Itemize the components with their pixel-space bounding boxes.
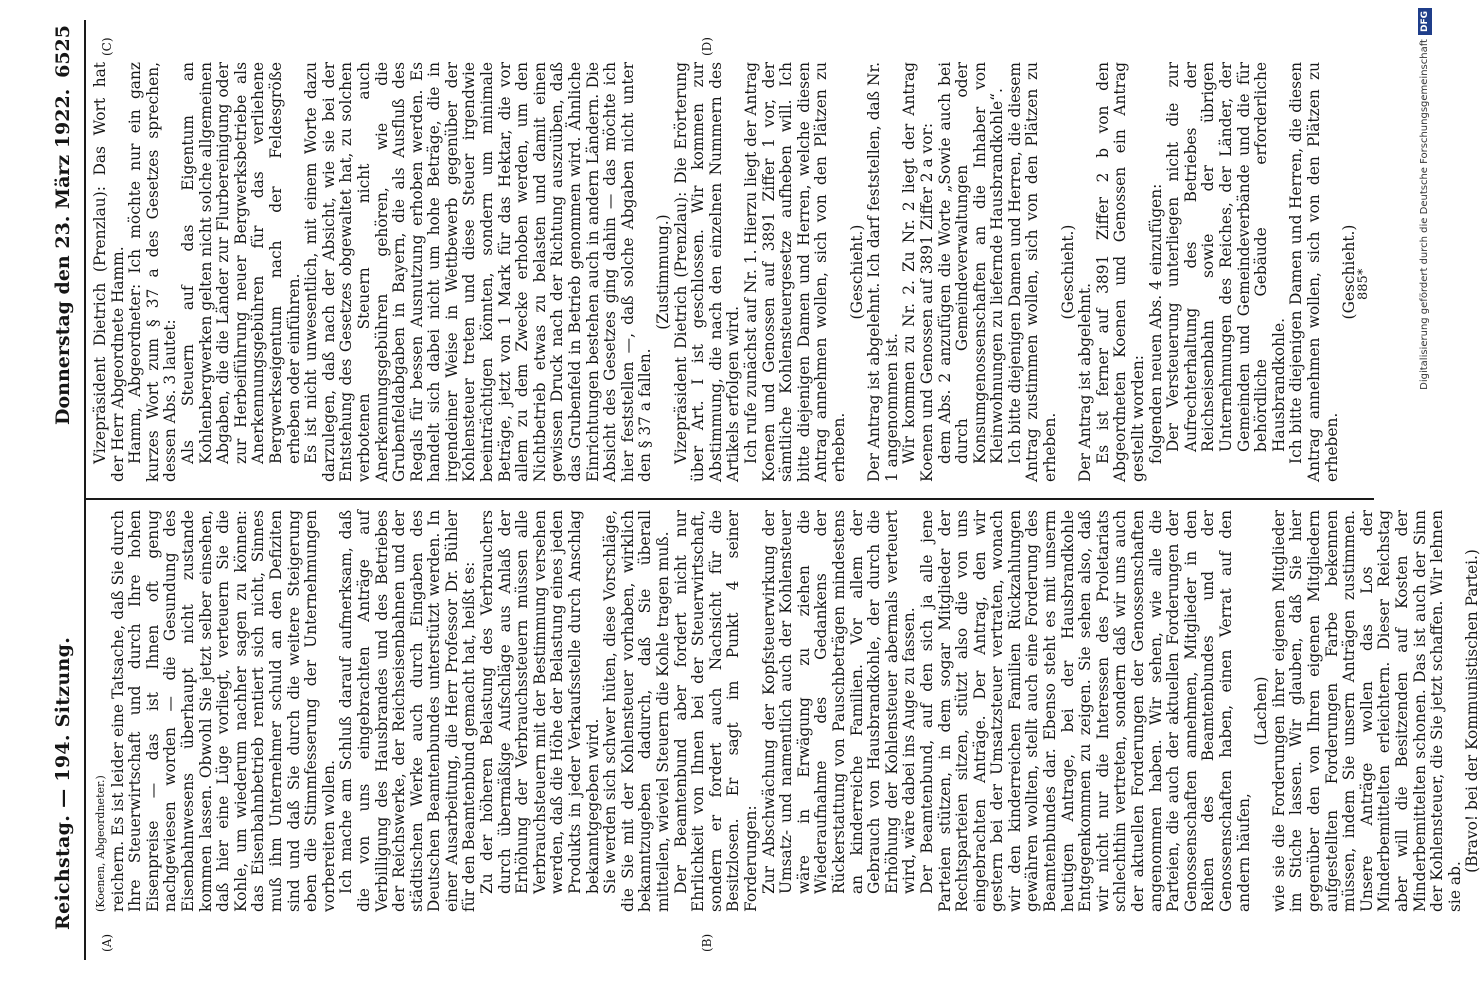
paragraph: Der Beamtenbund, auf den sich ja alle jene Parteien stützen, in dem sogar Mitglieder der Rechtsparteien sitzen, stützt also die von uns eingebrachten Anträge. Der Antrag, den wir gestern bei der Umsatzsteuer vertraten, wonach wir den kinderreichen Familien Rückzahlungen gewähren wollten, stellt auch eine Forderung des Beamtenbundes dar. Ebenso steht es mit unserm heutigen Antrage, bei der Hausbrandkohle Entgegenkommen zu zeigen. Sie sehen also, daß wir nicht nur die Interessen des Proletariats schlechthin vertreten, sondern daß wir uns auch der aktuellen Forderungen der Genossenschaften angenommen haben. Wir sehen, wie alle die Parteien, die auch der aktuellen Forderungen der Genossenschaften annehmen, Mitglieder in den Reihen des Beamtenbundes und der Genossenschaften haben, einen Verrat auf den andern häufen, <box>917 510 1253 912</box>
paragraph: Hamm, Abgeordneter: Ich möchte nur ein ganz kurzes Wort zum § 37 a des Gesetzes sprechen, dessen Abs. 3 lautet: <box>126 62 180 482</box>
quotation: Als Steuern auf das Eigentum an Kohlenbergwerken gelten nicht solche allgemeinen Abgaben, die die Länder zur Flurbereinigung oder zur Herbeiführung neuer Bergwerksbetriebe als Anerkennungsgebühren für das verliehene Bergwerkseigentum nach der Feldesgröße erheben oder einführen. <box>178 62 303 464</box>
interjection: (Geschieht.) <box>847 224 866 320</box>
digitization-strip <box>1418 8 1432 992</box>
header-rule <box>84 20 86 960</box>
paragraph: Wir kommen zu Nr. 2. Zu Nr. 2 liegt der Antrag Koenen und Genossen auf 3891 Ziffer 2 a vor: <box>900 62 936 482</box>
digitization-credit <box>1418 8 1432 992</box>
paragraph: Vizepräsident Dietrich (Prenzlau): Das Wort hat der Herr Abgeordnete Hamm. <box>91 62 127 482</box>
paragraph: Vizepräsident Dietrich (Prenzlau): Die Erörterung über Art. I ist geschlossen. Wir kommen zur Abstimmung, die nach den einzelnen Nummern des Artikels erfolgen wird. <box>671 62 743 482</box>
paragraph: reichern. Es ist leider eine Tatsache, daß Sie durch Ihre Steuerwirtschaft und durch Ihre hohen Eisenpreise — das ist Ihnen oft genug nachgewiesen worden — die Gesundung des Eisenbahnwesens überhaupt nicht zustande kommen lassen. Obwohl Sie jetzt selber einsehen, daß hier eine Lüge vorliegt, verteuern Sie die Kohle, um wiederum nachher sagen zu können: das Eisenbahnbetrieb rentiert sich nicht, Sinnes muß ihm Unternehmer schuld an den Defiziten sind und daß Sie durch die weitere Steigerung eben die Stimmfesserung der Unternehmungen vorbereiten wollen. <box>108 510 338 912</box>
speaker-note: (Koenen, Abgeordneter.) <box>94 775 107 912</box>
paragraph: Sie werden sich schwer hüten, diese Vorschläge, die Sie mit der Kohlensteuer vorhaben, wirklich bekanntzugeben dadurch, daß Sie überall mitteilen, wieviel Steuern die Kohle tragen muß. <box>601 510 672 912</box>
page-number: 6525 <box>52 25 74 78</box>
quotation: folgenden neuen Abs. 4 einzufügen: <box>1146 183 1165 464</box>
interjection: (Bravo! bei der Kommunistischen Partei.) <box>1463 549 1482 873</box>
margin-mark-b: (B) <box>700 933 714 952</box>
right-column <box>92 62 1359 482</box>
paragraph: Der Antrag ist abgelehnt. Ich darf feststellen, daß Nr. 1 angenommen ist. <box>865 62 901 482</box>
paragraph: Ich bitte diejenigen Damen und Herren, die diesem Antrag zustimmen wollen, sich von den Plätzen zu erheben. <box>1005 62 1060 482</box>
interjection: (Geschieht.) <box>1058 224 1077 320</box>
paragraph: Der Beamtenbund aber fordert nicht nur Ehrlichkeit von Ihnen bei der Steuerwirtschaft, sondern er fordert auch Nachsicht für die Besitzlosen. Er sagt im Punkt 4 seiner Forderungen: <box>671 510 760 912</box>
header-left: Reichstag. — 194. Sitzung. <box>52 636 74 930</box>
paragraph: wie sie die Forderungen ihrer eigenen Mitglieder im Stiche lassen. Wir glauben, daß Sie hier gegenüber den von Ihren eigenen Mitgliedern aufgestellten Forderungen Farbe bekennen müssen, indem Sie unsern Anträgen zustimmen. Unsere Anträge wollen das Los der Minderbemittelten erleichtern. Dieser Reichstag aber will die Besitzenden auf Kosten der Minderbemittelten schonen. Das ist auch der Sinn der Kohlensteuer, die Sie jetzt schaffen. Wir lehnen sie ab. <box>1269 510 1464 912</box>
paragraph: Ich rufe zunächst auf Nr. 1. Hierzu liegt der Antrag Koenen und Genossen auf 3891 Ziffer 1 vor, der sämtliche Kohlensteuergesetze aufheben will. Ich bitte diejenigen Damen und Herren, welche diesen Antrag annehmen wollen, sich von den Plätzen zu erheben. <box>741 62 848 482</box>
paragraph: Der Antrag ist abgelehnt. <box>1076 282 1095 482</box>
margin-mark-c: (C) <box>100 37 114 56</box>
margin-mark-d: (D) <box>700 37 714 56</box>
column-divider <box>84 498 1374 500</box>
footer-signature-mark: 885* <box>1356 268 1371 300</box>
paragraph: Es ist nicht unwesentlich, mit einem Worte dazu darzulegen, daß nach der Absicht, wie sie bei der Entstehung des Gesetzes obgewaltet hat, zu solchen verbotenen Steuern nicht auch Anerkennungsgebühren gehören, wie die Grubenfeldabgaben in Bayern, die als Ausfluß des Regals für bessen Ausnutzung erhoben werden. Es handelt sich dabei nicht um hohe Beträge, die in irgendeiner Weise in Wettbewerb gegenüber der Kohlensteuer treten und diese Steuer irgendwie beeinträchtigen könnten, sondern um minimale Beträge, jetzt von 1 Mark für das Hektar, die vor allem zu dem Zwecke erhoben werden, um den Nichtbetrieb etwas zu belasten und damit einen gewissen Druck nach der Richtung auszuüben, daß das Grubenfeld in Betrieb genommen wird. Ähnliche Einrichtungen bestehen auch in andern Ländern. Die Absicht des Gesetzes ging dahin — das möchte ich hier feststellen —, daß solche Abgaben nicht unter den § 37 a fallen. <box>302 62 655 482</box>
interjection: (Geschieht.) <box>1340 224 1359 320</box>
credit-text: Digitalisierung gefördert durch die Deutsche Forschungsgemeinschaft <box>1419 39 1430 390</box>
header-date: Donnerstag den 23. März 1922. <box>52 88 74 425</box>
quotation: Zu der höheren Belastung des Verbrauchers durch übermäßige Aufschläge aus Anlaß der Erhöhung der Verbrauchssteuern müssen alle Verbrauchsteuern mit der Bestimmung versehen werden, daß die Höhe der Belastung eines jeden Produkts in jeder Verkaufsstelle durch Anschlag bekanntgegeben wird. <box>478 510 602 894</box>
dfg-logo: DFG <box>1418 8 1432 35</box>
quotation: dem Abs. 2 anzufügen die Worte „Sowie auch bei durch Gemeindeverwaltungen oder Konsumgenossenschaften an die Inhaber von Kleinwohnungen zu liefernde Hausbrandkohle“. <box>935 62 1007 464</box>
page-header <box>52 5 78 960</box>
left-column <box>92 510 1482 912</box>
interjection: (Zustimmung.) <box>654 214 672 330</box>
paragraph: Es ist ferner auf 3891 Ziffer 2 b von den Abgeordneten Koenen und Genossen ein Antrag gestellt worden: <box>1093 62 1148 482</box>
interjection: (Lachen) <box>1252 676 1271 746</box>
quotation: Der Versteuerung unterliegen nicht die zur Aufrechterhaltung des Betriebes der Reichseisenbahn sowie der übrigen Unternehmungen des Reiches, der Länder, der Gemeinden und Gemeindeverbände und die für behördliche Gebäude erforderliche Hausbrandkohle. <box>1164 62 1288 452</box>
paragraph: Ich bitte diejenigen Damen und Herren, die diesen Antrag annehmen wollen, sich von den Plätzen zu erheben. <box>1287 62 1341 482</box>
margin-mark-a: (A) <box>100 933 114 952</box>
quotation: Zur Abschwächung der Kopfsteuerwirkung der Umsatz- und namentlich auch der Kohlensteuer wäre in Erwägung zu ziehen die Wiederaufnahme des Gedankens der Rückerstattung von Pauschbeträgen mindestens an kinderreiche Familien. Vor allem der Gebrauch von Hausbrandkohle, der durch die Erhöhung der Kohlensteuer abermals verteuert wird, wäre dabei ins Auge zu fassen. <box>759 510 919 894</box>
paragraph: Ich mache am Schluß darauf aufmerksam, daß die von uns eingebrachten Anträge auf Verbilligung des Hausbrandes und des Betriebes der Reichswerke, der Reichseisenbahnen und der städtischen Werke auch durch Eingaben des Deutschen Beamtenbundes unterstützt werden. In einer Ausarbeitung, die Herr Professor Dr. Bühler für den Beamtenbund gemacht hat, heißt es: <box>337 510 479 912</box>
